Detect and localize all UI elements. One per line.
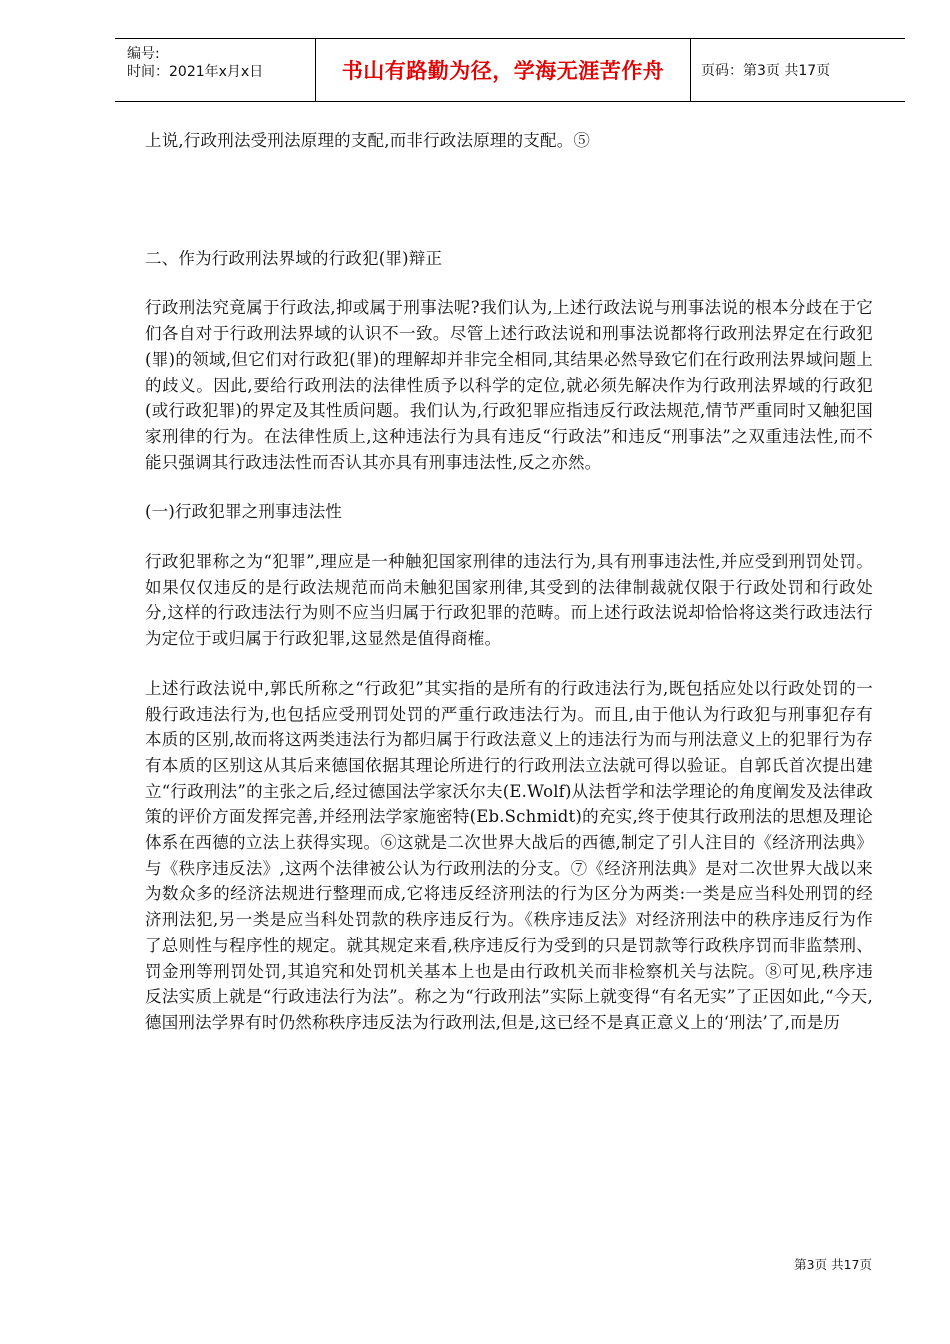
paragraph-1: 上说,行政刑法受刑法原理的支配,而非行政法原理的支配。⑤ [145,131,591,150]
header-meta [115,39,316,101]
page-footer-number: 第3页 共17页 [794,1257,872,1272]
subsection-heading-1: (一)行政犯罪之刑事违法性 [145,502,342,522]
document-time-label: 时间：2021年x月x日 [127,64,264,80]
header-motto: 书山有路勤为径，学海无涯苦作舟 [316,39,691,101]
document-number-label: 编号: [127,46,160,62]
page-header [115,38,905,102]
paragraph-3: 行政犯罪称之为“犯罪”,理应是一种触犯国家刑律的违法行为,具有刑事违法性,并应受到刑罚处罚。如果仅仅违反的是行政法规范而尚未触犯国家刑律,其受到的法律制裁就仅限于行政处罚和行政处分,这样的行政违法行为则不应当归属于行政犯罪的范畴。而上述行政法说却恰恰将这类行政违法行为定位于或归属于行政犯罪,这显然是值得商榷。 [145,552,873,649]
paragraph-2: 行政刑法究竟属于行政法,抑或属于刑事法呢?我们认为,上述行政法说与刑事法说的根本分歧在于它们各自对于行政刑法界域的认识不一致。尽管上述行政法说和刑事法说都将行政刑法界定在行政犯(罪)的领域,但它们对行政犯(罪)的理解却并非完全相同,其结果必然导致它们在行政刑法界域问题上的歧义。因此,要给行政刑法的法律性质予以科学的定位,就必须先解决作为行政刑法界域的行政犯(或行政犯罪)的界定及其性质问题。我们认为,行政犯罪应指违反行政法规范,情节严重同时又触犯国家刑律的行为。在法律性质上,这种违法行为具有违反“行政法”和违反“刑事法”之双重违法性,而不能只强调其行政违法性而否认其亦具有刑事违法性,反之亦然。 [145,298,873,472]
paragraph-4: 上述行政法说中,郭氏所称之“行政犯”其实指的是所有的行政违法行为,既包括应处以行政处罚的一般行政违法行为,也包括应受刑罚处罚的严重行政违法行为。而且,由于他认为行政犯与刑事犯存有本质的区别,故而将这两类违法行为都归属于行政法意义上的违法行为而与刑法意义上的犯罪行为存有本质的区别这从其后来德国依据其理论所进行的行政刑法立法就可得以验证。自郭氏首次提出建立“行政刑法”的主张之后,经过德国法学家沃尔夫(E.Wolf)从法哲学和法学理论的角度阐发及法律政策的评价方面发挥完善,并经刑法学家施密特(Eb.Schmidt)的充实,终于使其行政刑法的思想及理论体系在西德的立法上获得实现。⑥这就是二次世界大战后的西德,制定了引人注目的《经济刑法典》与《秩序违反法》,这两个法律被公认为行政刑法的分支。⑦《经济刑法典》是对二次世界大战以来为数众多的经济法规进行整理而成,它将违反经济刑法的行为区分为两类:一类是应当科处刑罚的经济刑法犯,另一类是应当科处罚款的秩序违反行为。《秩序违反法》对经济刑法中的秩序违反行为作了总则性与程序性的规定。就其规定来看,秩序违反行为受到的只是罚款等行政秩序罚而非监禁刑、罚金刑等刑罚处罚,其追究和处罚机关基本上也是由行政机关而非检察机关与法院。⑧可见,秩序违反法实质上就是“行政违法行为法”。称之为“行政刑法”实际上就变得“有名无实”了正因如此,“今天,德国刑法学界有时仍然称秩序违反法为行政刑法,但是,这已经不是真正意义上的‘刑法’了,而是历 [145,678,873,1032]
section-heading-2: 二、作为行政刑法界域的行政犯(罪)辩正 [145,248,443,268]
document-body [145,128,873,1036]
header-page-number: 页码：第3页 共17页 [701,63,831,79]
